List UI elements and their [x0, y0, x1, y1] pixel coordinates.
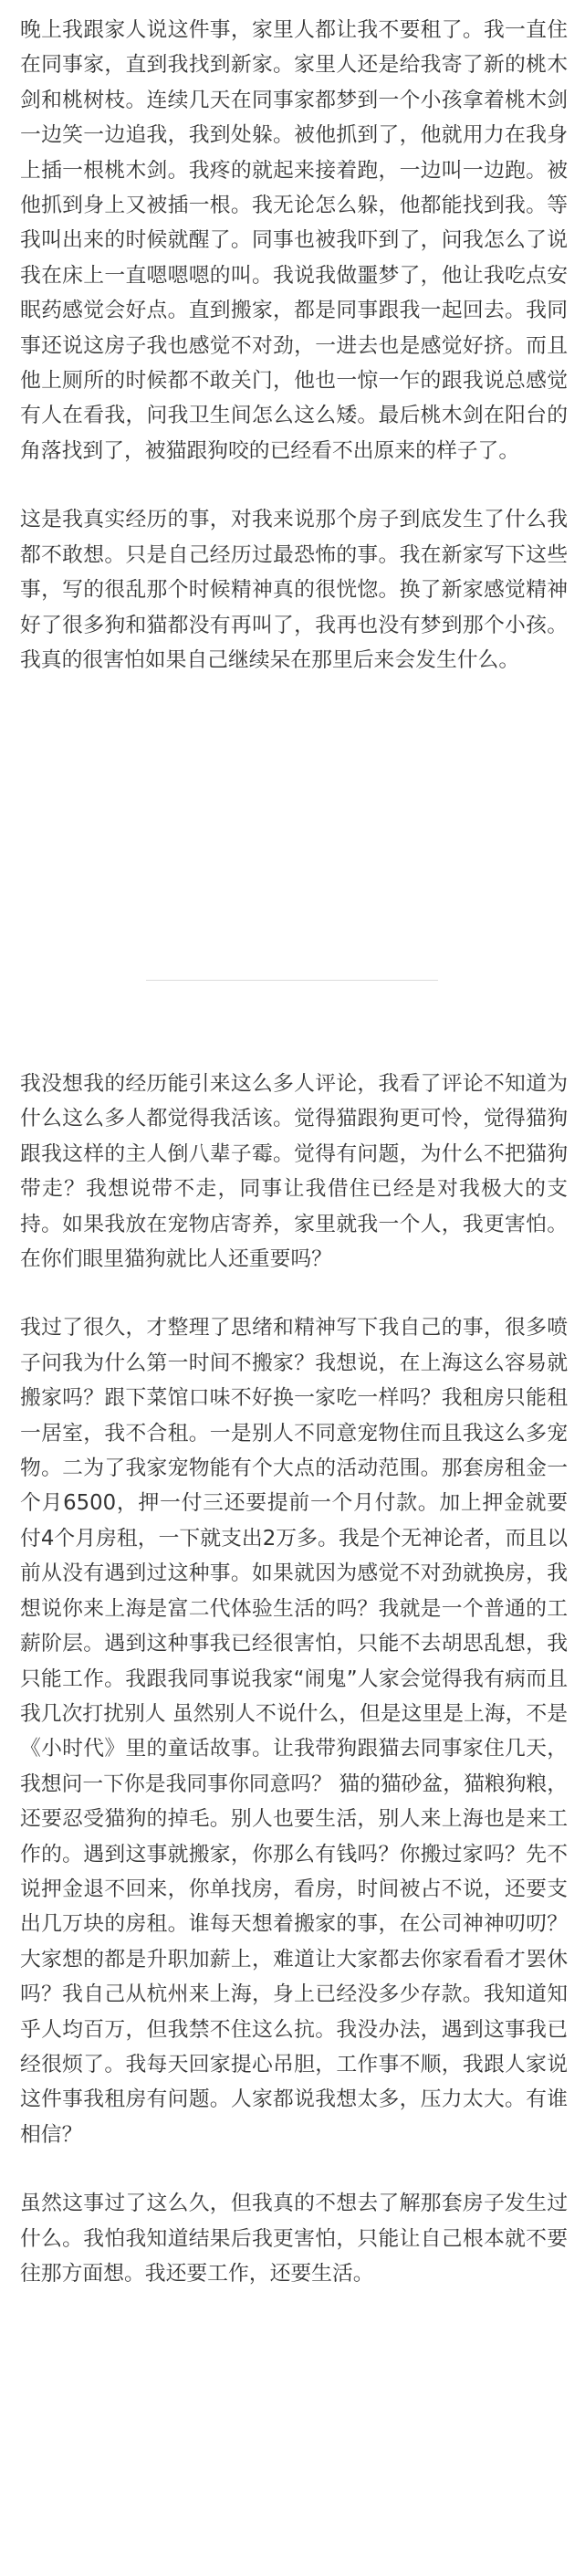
- story-section: [20, 13, 568, 678]
- section-divider: [146, 980, 438, 981]
- followup-paragraph-3: 虽然这事过了这么久，但我真的不想去了解那套房子发生过什么。我怕我知道结果后我更害怕，只能让自己根本就不要往那方面想。我还要工作，还要生活。: [20, 2192, 568, 2286]
- story-paragraph-2: 这是我真实经历的事，对我来说那个房子到底发生了什么我都不敢想。只是自己经历过最恐怖的事。我在新家写下这些事，写的很乱那个时候精神真的很恍惚。换了新家感觉精神好了很多狗和猫都没有再叫了，我再也没有梦到那个小孩。我真的很害怕如果自己继续呆在那里后来会发生什么。: [20, 508, 568, 672]
- story-paragraph-1: 晚上我跟家人说这件事，家里人都让我不要租了。我一直住在同事家，直到我找到新家。家里人还是给我寄了新的桃木剑和桃树枝。连续几天在同事家都梦到一个小孩拿着桃木剑一边笑一边追我，我到处躲。被他抓到了，他就用力在我身上插一根桃木剑。我疼的就起来接着跑，一边叫一边跑。被他抓到身上又被插一根。我无论怎么躲，他都能找到我。等我叫出来的时候就醒了。同事也被我吓到了，问我怎么了说我在床上一直嗯嗯嗯的叫。我说我做噩梦了，他让我吃点安眠药感觉会好点。直到搬家，都是同事跟我一起回去。我同事还说这房子我也感觉不对劲，一进去也是感觉好挤。而且他上厕所的时候都不敢关门，他也一惊一乍的跟我说总感觉有人在看我，问我卫生间怎么这么矮。最后桃木剑在阳台的角落找到了，被猫跟狗咬的已经看不出原来的样子了。: [20, 18, 568, 463]
- followup-paragraph-2: 我过了很久，才整理了思绪和精神写下我自己的事，很多喷子问我为什么第一时间不搬家？我想说，在上海这么容易就搬家吗？跟下菜馆口味不好换一家吃一样吗？我租房只能租一居室，我不合租。一是别人不同意宠物住而且我这么多宠物。二为了我家宠物能有个大点的活动范围。那套房租金一个月6500，押一付三还要提前一个月付款。加上押金就要付4个月房租，一下就支出2万多。我是个无神论者，而且以前从没有遇到过这种事。如果就因为感觉不对劲就换房，我想说你来上海是富二代体验生活的吗？我就是一个普通的工薪阶层。遇到这种事我已经很害怕，只能不去胡思乱想，我只能工作。我跟我同事说我家“闹鬼”人家会觉得我有病而且我几次打扰别人 虽然别人不说什么，但是这里是上海，不是《小时代》里的童话故事。让我带狗跟猫去同事家住几天，我想问一下你是我同事你同意吗？ 猫的猫砂盆，猫粮狗粮，还要忍受猫狗的掉毛。别人也要生活，别人来上海也是来工作的。遇到这事就搬家，你那么有钱吗？你搬过家吗？先不说押金退不回来，你单找房，看房，时间被占不说，还要支出几万块的房租。谁每天想着搬家的事，在公司神神叨叨？大家想的都是升职加薪上，难道让大家都去你家看看才罢休吗？我自己从杭州来上海，身上已经没多少存款。我知道知乎人均百万，但我禁不住这么抗。我没办法，遇到这事我已经很烦了。我每天回家提心吊胆，工作事不顺，我跟人家说这件事我租房有问题。人家都说我想太多，压力太大。有谁相信？: [20, 1316, 568, 2147]
- followup-paragraph-1: 我没想我的经历能引来这么多人评论，我看了评论不知道为什么这么多人都觉得我活该。觉得猫跟狗更可怜，觉得猫狗跟我这样的主人倒八辈子霉。觉得有问题，为什么不把猫狗带走？我想说带不走，同事让我借住已经是对我极大的支持。如果我放在宠物店寄养，家里就我一个人，我更害怕。在你们眼里猫狗就比人还重要吗？: [20, 1072, 568, 1272]
- followup-section: [20, 1067, 568, 2291]
